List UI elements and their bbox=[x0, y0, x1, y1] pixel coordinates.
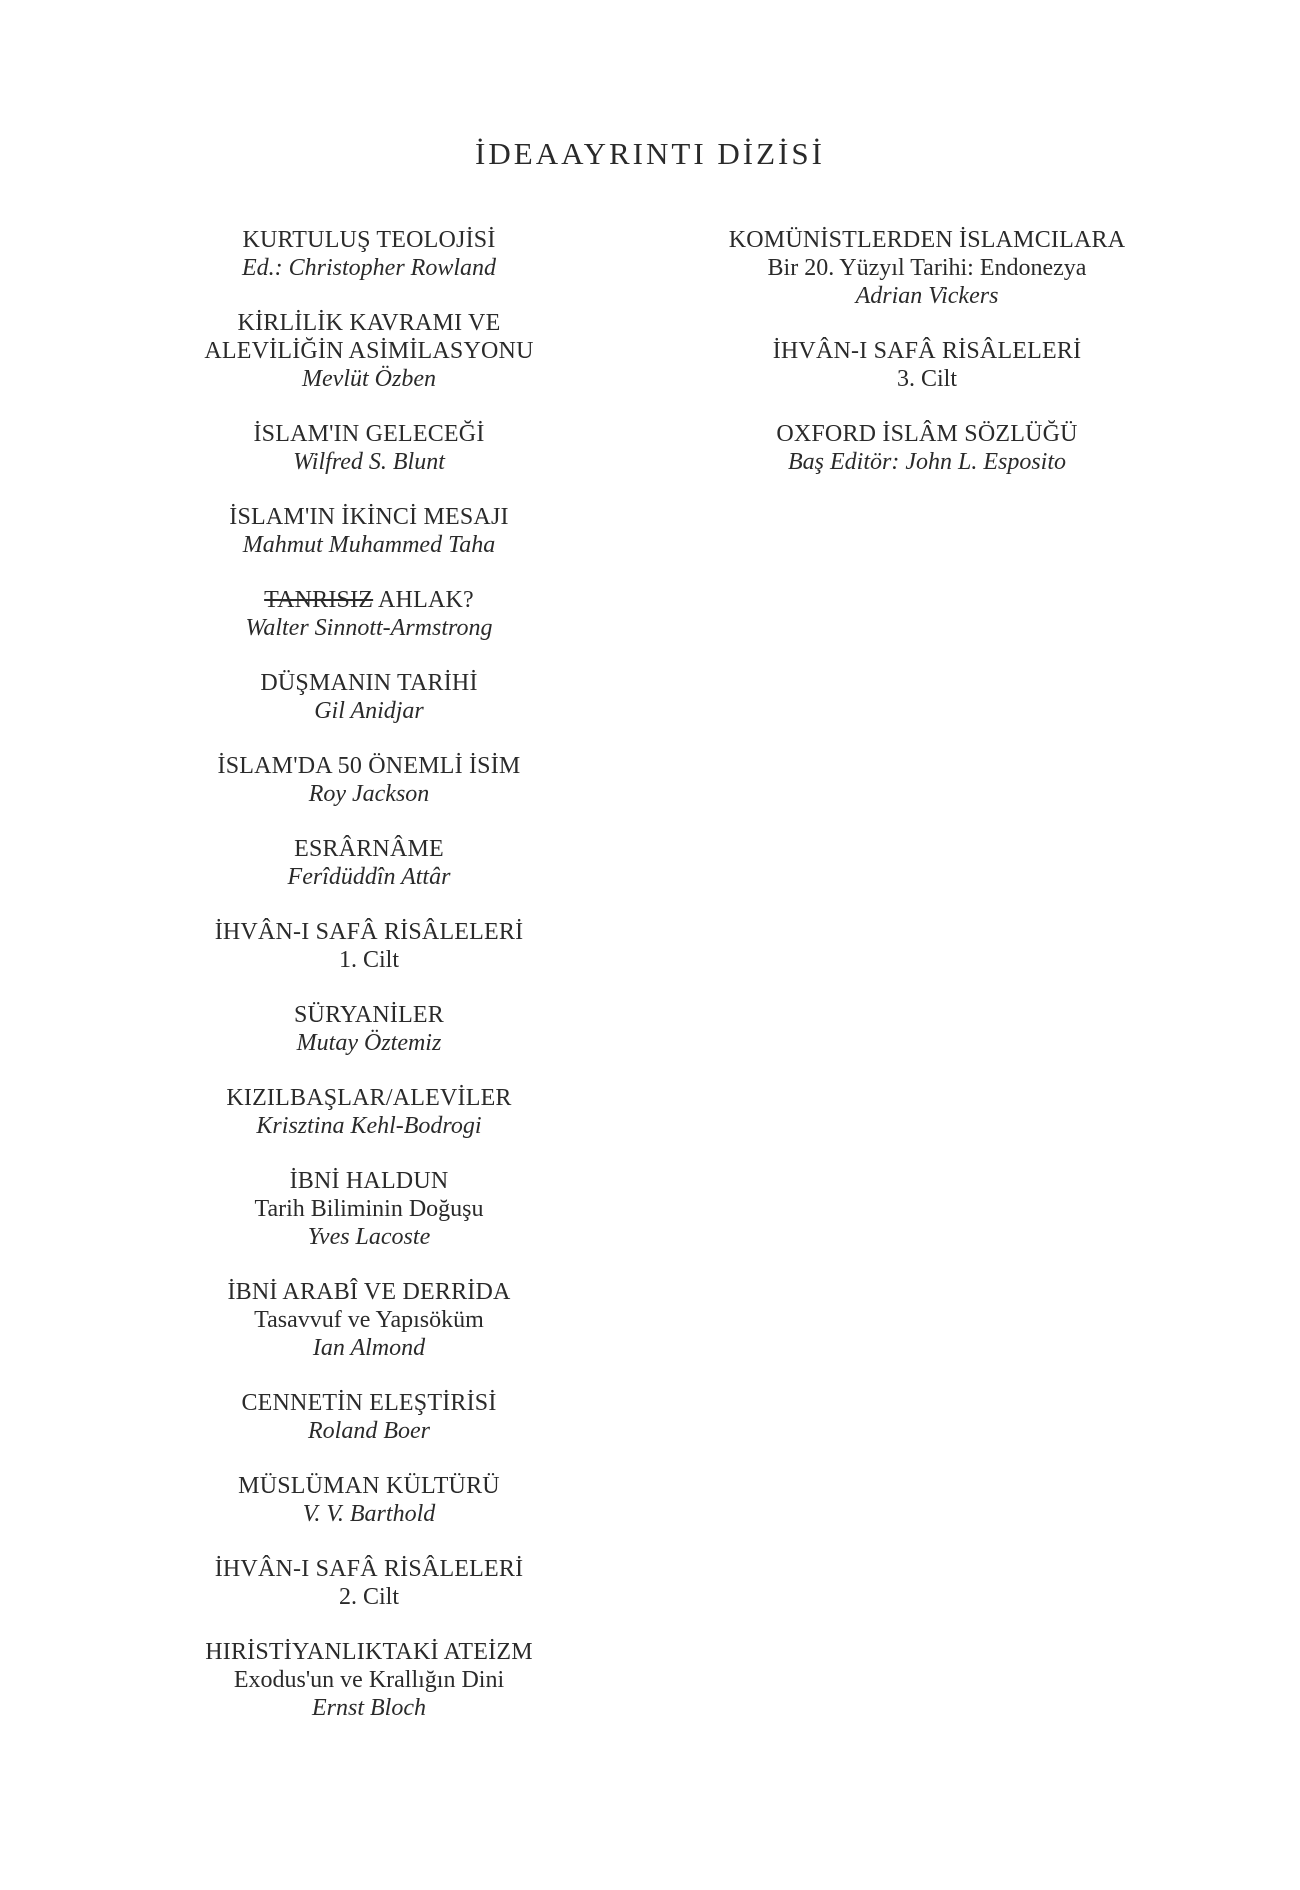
book-subtitle: 1. Cilt bbox=[338, 947, 399, 973]
book-entry bbox=[677, 337, 1177, 393]
book-title-line: KİRLİLİK KAVRAMI VE bbox=[237, 310, 501, 336]
book-entry bbox=[119, 1278, 619, 1362]
book-entry bbox=[119, 420, 619, 476]
right-book-column bbox=[677, 226, 1177, 503]
book-title: İSLAM'DA 50 ÖNEMLİ İSİM bbox=[217, 753, 521, 779]
book-author: V. V. Barthold bbox=[302, 1501, 436, 1527]
book-subtitle: 2. Cilt bbox=[338, 1584, 399, 1610]
book-entry bbox=[119, 918, 619, 974]
book-author: Roland Boer bbox=[308, 1418, 430, 1444]
book-entry bbox=[119, 1638, 619, 1722]
book-entry bbox=[119, 1472, 619, 1528]
book-title bbox=[119, 586, 619, 614]
book-author: Baş Editör: John L. Esposito bbox=[787, 449, 1066, 475]
series-title: İDEAAYRINTI DİZİSİ bbox=[475, 136, 825, 171]
book-author: Ferîdüddîn Attâr bbox=[287, 864, 451, 890]
book-author: Roy Jackson bbox=[308, 781, 430, 807]
book-title: İSLAM'IN GELECEĞİ bbox=[253, 421, 485, 447]
book-title: MÜSLÜMAN KÜLTÜRÜ bbox=[238, 1473, 500, 1499]
book-entry bbox=[119, 835, 619, 891]
book-entry bbox=[119, 1084, 619, 1140]
book-subtitle: Tarih Biliminin Doğuşu bbox=[254, 1196, 484, 1222]
book-title: ESRÂRNÂME bbox=[294, 836, 444, 862]
book-entry bbox=[677, 420, 1177, 476]
book-author: Krisztina Kehl-Bodrogi bbox=[256, 1113, 482, 1139]
book-author: Gil Anidjar bbox=[314, 698, 424, 724]
book-author: Wilfred S. Blunt bbox=[293, 449, 445, 475]
book-entry bbox=[119, 226, 619, 282]
book-title: HIRİSTİYANLIKTAKİ ATEİZM bbox=[205, 1639, 533, 1665]
book-author: Mevlüt Özben bbox=[302, 366, 436, 392]
book-title: İBNİ HALDUN bbox=[289, 1168, 449, 1194]
book-subtitle: Bir 20. Yüzyıl Tarihi: Endonezya bbox=[767, 255, 1087, 281]
book-author: Ed.: Christopher Rowland bbox=[241, 255, 496, 281]
book-subtitle: 3. Cilt bbox=[896, 366, 957, 392]
book-title: İBNİ ARABÎ VE DERRİDA bbox=[227, 1279, 511, 1305]
left-book-column bbox=[119, 226, 619, 1749]
book-entry bbox=[677, 226, 1177, 310]
book-title: CENNETİN ELEŞTİRİSİ bbox=[241, 1390, 497, 1416]
book-entry bbox=[119, 1555, 619, 1611]
book-title: İHVÂN-I SAFÂ RİSÂLELERİ bbox=[214, 919, 524, 945]
book-entry bbox=[119, 752, 619, 808]
book-entry bbox=[119, 1389, 619, 1445]
book-author: Mahmut Muhammed Taha bbox=[242, 532, 496, 558]
book-title: İSLAM'IN İKİNCİ MESAJI bbox=[229, 504, 509, 530]
book-entry bbox=[119, 309, 619, 393]
book-title: KURTULUŞ TEOLOJİSİ bbox=[242, 227, 496, 253]
book-title: SÜRYANİLER bbox=[293, 1002, 445, 1028]
book-author: Yves Lacoste bbox=[307, 1224, 431, 1250]
book-entry bbox=[119, 1167, 619, 1251]
book-title-line: ALEVİLİĞİN ASİMİLASYONU bbox=[204, 338, 534, 364]
book-title: İHVÂN-I SAFÂ RİSÂLELERİ bbox=[214, 1556, 524, 1582]
book-title: DÜŞMANIN TARİHİ bbox=[260, 670, 478, 696]
book-title: İHVÂN-I SAFÂ RİSÂLELERİ bbox=[772, 338, 1082, 364]
book-entry bbox=[119, 669, 619, 725]
book-entry bbox=[119, 586, 619, 642]
book-title: KIZILBAŞLAR/ALEVİLER bbox=[226, 1085, 512, 1111]
book-title-rest: AHLAK? bbox=[373, 587, 474, 613]
struck-title-word: TANRISIZ bbox=[264, 587, 374, 613]
book-author: Adrian Vickers bbox=[855, 283, 999, 309]
book-title: OXFORD İSLÂM SÖZLÜĞÜ bbox=[776, 421, 1078, 447]
book-title: KOMÜNİSTLERDEN İSLAMCILARA bbox=[728, 227, 1126, 253]
book-author: Walter Sinnott-Armstrong bbox=[245, 615, 493, 641]
book-entry bbox=[119, 503, 619, 559]
book-subtitle: Exodus'un ve Krallığın Dini bbox=[233, 1667, 505, 1693]
book-author: Mutay Öztemiz bbox=[296, 1030, 442, 1056]
book-author: Ernst Bloch bbox=[312, 1695, 426, 1721]
book-subtitle: Tasavvuf ve Yapısöküm bbox=[254, 1307, 484, 1333]
book-entry bbox=[119, 1001, 619, 1057]
book-author: Ian Almond bbox=[312, 1335, 426, 1361]
